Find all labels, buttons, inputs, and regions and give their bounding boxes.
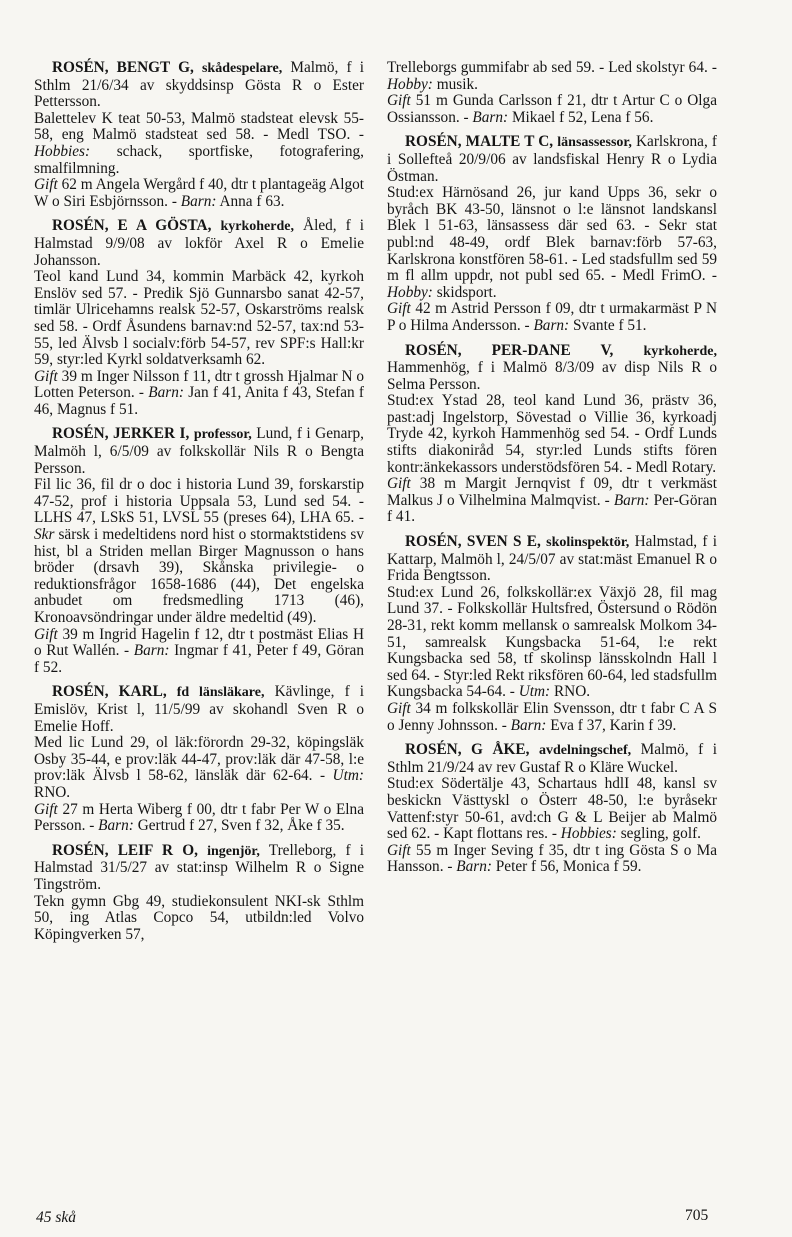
entry-malte xyxy=(387,134,717,334)
career-text: Fil lic 36, fil dr o doc i historia Lund 39, forskarstip 47-52, prof i historia Uppsala 53, Lund sed 54. - LLHS 47, LSkS 51, LVSL 55 (preses 64), LHA 65. - xyxy=(34,476,364,527)
barn-text: Per-Göran f 41. xyxy=(387,491,718,526)
gift-text: 34 m folkskollär Elin Svensson, dtr t fabr C A S o Jenny Johnsson. - xyxy=(387,699,717,734)
barn-text: Jan f 41, Anita f 43, Stefan f 46, Magnus f 51. xyxy=(34,384,365,418)
entry-per-dane xyxy=(387,343,717,527)
entry-name: ROSÉN, E A GÖSTA, xyxy=(52,217,212,235)
entry-career xyxy=(387,776,717,842)
career-text: Tekn gymn Gbg 49, studiekonsulent NKI-sk Sthlm 50, ing Atlas Copco 54, utbildn:led Volvo Köpingverken 57, xyxy=(34,892,364,943)
career-text: Balettelev K teat 50-53, Malmö stadsteat elevsk 55-58, eng Malmö stadsteat sed 58. - Medl TSO. - xyxy=(34,109,364,144)
entry-ake xyxy=(387,742,717,876)
barn-label: Barn: xyxy=(510,716,547,734)
gift-text: 27 m Herta Wiberg f 00, dtr t fabr Per W o Elna Persson. - xyxy=(34,800,364,835)
entry-family xyxy=(387,476,717,526)
career-text: Trelleborgs gummifabr ab sed 59. - Led skolstyr 64. - xyxy=(387,59,717,76)
gift-text: 51 m Gunda Carlsson f 21, dtr t Artur C o Olga Ossiansson. - xyxy=(387,92,717,126)
utm-text: RNO. xyxy=(553,683,591,701)
entry-heading xyxy=(387,134,717,185)
hobby-label: Hobbies: xyxy=(560,825,617,843)
entry-title: ingenjör, xyxy=(207,843,260,859)
entry-heading xyxy=(34,218,364,269)
entry-career xyxy=(34,111,364,177)
entry-birth: Karlskrona, f i Sollefteå 20/9/06 av landsfiskal Henry R o Lydia Östman. xyxy=(387,133,717,185)
gift-label: Gift xyxy=(34,367,58,385)
entry-career xyxy=(387,185,717,301)
entry-title: länsassessor, xyxy=(557,135,632,151)
entry-career xyxy=(387,393,717,476)
entry-title: skolinspektör, xyxy=(546,535,630,551)
entry-title: kyrkoherde, xyxy=(220,219,294,235)
hobby-text: schack, sportfiske, fotografering, smalfilmning. xyxy=(34,142,365,177)
barn-label: Barn: xyxy=(133,642,170,660)
gift-label: Gift xyxy=(34,625,58,643)
entry-heading xyxy=(34,684,364,735)
page-number: 705 xyxy=(685,1207,709,1224)
entry-name: ROSÉN, JERKER I, xyxy=(52,425,190,443)
entry-heading xyxy=(387,742,717,776)
left-column xyxy=(34,60,364,951)
career-text: Stud:ex Lund 26, folkskollär:ex Växjö 28, fil mag Lund 37. - Folkskollär Hultsfred, Östersund o Rödön 28-31, rekt komm mellansk o samrealsk Molkom 34-51, samrealsk Kungsbacka 51-64, l:e rekt Kungsbacka sed 58, tf skolinsp länsskolndn Hall l sed 64. - Styr:led Rekt riksfören 60-64, led stadsfullm Kungsbacka 54-64. - xyxy=(387,583,717,701)
gift-label: Gift xyxy=(387,841,411,859)
entry-birth: Halmstad, f i Kattarp, Malmöh l, 24/5/07 av stat:mäst Emanuel R o Frida Bengtsson. xyxy=(387,533,718,585)
gift-label: Gift xyxy=(387,699,411,717)
utm-text: RNO. xyxy=(34,783,71,801)
entry-name: ROSÉN, G ÅKE, xyxy=(405,741,530,759)
entry-career xyxy=(34,269,364,369)
utm-label: Utm: xyxy=(332,767,364,785)
entry-birth: Malmö, f i Sthlm 21/6/34 av skyddsinsp Gösta R o Ester Pettersson. xyxy=(34,59,364,111)
entry-sven xyxy=(387,534,717,734)
career-text: Stud:ex Härnösand 26, jur kand Upps 36, sekr o byråch BK 43-50, länsnot o l:e länsnot landskansl Blek l 51-63, länsassess där sed 63. - Sekr stat publ:nd 48-49, ordf Blek barnav:förb 57-63, Karlskrona konstfören 58-61. - Led stadsfullm sed 59 m fl allm uppdr, not publ sed 65. - Medl FrimO. - xyxy=(387,184,717,285)
gift-text: 42 m Astrid Persson f 09, dtr t urmakarmäst P N P o Hilma Andersson. - xyxy=(387,300,718,334)
entry-career xyxy=(34,735,364,801)
entry-family xyxy=(34,369,364,419)
entry-family xyxy=(387,301,717,334)
gift-label: Gift xyxy=(387,92,411,110)
hobby-label: Hobby: xyxy=(387,283,433,301)
entry-karl xyxy=(34,684,364,834)
entry-name: ROSÉN, KARL, xyxy=(52,683,167,701)
barn-label: Barn: xyxy=(148,384,184,402)
gift-label: Gift xyxy=(387,475,411,493)
gift-label: Gift xyxy=(34,176,58,194)
right-column xyxy=(387,60,717,884)
entry-birth: Trelleborg, f i Halmstad 31/5/27 av stat:insp Wilhelm R o Signe Tingström. xyxy=(34,841,364,893)
gift-text: 62 m Angela Wergård f 40, dtr t plantageäg Algot W o Siri Esbjörnsson. - xyxy=(34,176,364,210)
entry-name: ROSÉN, BENGT G, xyxy=(52,59,194,76)
barn-label: Barn: xyxy=(180,192,217,210)
entry-birth: Lund, f i Genarp, Malmöh l, 6/5/09 av folkskollär Nils R o Bengta Persson. xyxy=(34,425,364,477)
gift-text: 38 m Margit Jernqvist f 09, dtr t verkmäst Malkus J o Vilhelmina Malmqvist. - xyxy=(387,475,717,509)
entry-family xyxy=(34,802,364,835)
entry-heading xyxy=(387,534,717,585)
entry-title: fd länsläkare, xyxy=(176,685,265,701)
barn-label: Barn: xyxy=(613,491,650,509)
entry-title: skådespelare, xyxy=(201,61,283,76)
entry-birth: Åled, f i Halmstad 9/9/08 av lokför Axel R o Emelie Johansson. xyxy=(34,217,365,269)
entry-bengt xyxy=(34,60,364,210)
barn-text: Ingmar f 41, Peter f 49, Göran f 52. xyxy=(34,642,364,676)
hobby-text: musik. xyxy=(436,75,478,93)
entry-family xyxy=(34,177,364,210)
signature-mark: 45 skå xyxy=(36,1209,77,1226)
entry-name: ROSÉN, SVEN S E, xyxy=(405,533,541,551)
entry-heading xyxy=(34,843,364,894)
utm-label: Utm: xyxy=(518,683,551,701)
entry-career xyxy=(34,894,364,944)
skr-label: Skr xyxy=(34,526,55,544)
entry-name: ROSÉN, PER-DANE V, xyxy=(405,341,614,359)
entry-family xyxy=(387,701,717,734)
barn-text: Peter f 56, Monica f 59. xyxy=(495,858,642,876)
entry-name: ROSÉN, MALTE T C, xyxy=(405,133,554,151)
gift-label: Gift xyxy=(34,800,58,818)
hobby-text: skidsport. xyxy=(436,283,497,301)
barn-text: Eva f 37, Karin f 39. xyxy=(550,716,677,734)
entry-family xyxy=(387,93,717,126)
barn-text: Gertrud f 27, Sven f 32, Åke f 35. xyxy=(137,817,345,835)
entry-title: professor, xyxy=(193,427,252,443)
barn-text: Svante f 51. xyxy=(572,316,647,334)
entry-title: kyrkoherde, xyxy=(643,343,717,359)
gift-text: 39 m Inger Nilsson f 11, dtr t grossh Hjalmar N o Lotten Peterson. - xyxy=(34,367,365,402)
entry-heading xyxy=(34,426,364,477)
entry-birth: Kävlinge, f i Emislöv, Krist l, 11/5/99 av skohandl Sven R o Emelie Hoff. xyxy=(34,683,365,735)
barn-label: Barn: xyxy=(472,108,509,126)
hobby-label: Hobby: xyxy=(387,75,433,93)
skr-text: särsk i medeltidens nord hist o stormaktstidens sv hist, bl a Striden mellan Birger Magnusson o hans bröder (drsavh 39), Skånska privilegie- o reduktionsfrågor 1658-1686 (44), Det engelska anbudet om fredsmedling 1713 (46), Kronoavsöndringar under äldre medeltid (49). xyxy=(34,526,364,626)
career-text: Stud:ex Ystad 28, teol kand Lund 36, prästv 36, past:adj Ingelstorp, Sövestad o Villie 36, kyrkoadj Tryde 42, kyrkoh Hammenhög sed 54. - Ordf Lunds stifts diakoniråd 54, styr:led Lunds stifts fören kontr:änkekassors understödsfören 54. - Medl Rotary. xyxy=(387,392,717,476)
entry-heading xyxy=(34,60,364,111)
entry-leif-continued xyxy=(387,60,717,126)
entry-family xyxy=(387,843,717,876)
gift-text: 39 m Ingrid Hagelin f 12, dtr t postmäst Elias H o Rut Wallén. - xyxy=(34,625,364,660)
entry-birth: Hammenhög, f i Malmö 8/3/09 av disp Nils R o Selma Persson. xyxy=(387,359,717,393)
barn-label: Barn: xyxy=(98,817,134,835)
barn-label: Barn: xyxy=(456,858,492,876)
barn-text: Mikael f 52, Lena f 56. xyxy=(511,108,654,126)
gift-text: 55 m Inger Seving f 35, dtr t ing Gösta S o Ma Hansson. - xyxy=(387,841,717,876)
entry-career xyxy=(387,60,717,93)
entry-leif xyxy=(34,843,364,944)
hobby-label: Hobbies: xyxy=(34,142,91,160)
career-text: Med lic Lund 29, ol läk:förordn 29-32, köpingsläk Osby 35-44, e prov:läk 44-47, prov:läk där 47-58, l:e prov:läk Älvsb l 58-62, länsläk där 62-64. - xyxy=(34,734,364,785)
entry-career xyxy=(34,477,364,626)
career-text: Teol kand Lund 34, kommin Marbäck 42, kyrkoh Enslöv sed 57. - Predik Sjö Gunnarsbo sanat 42-57, timlär Ulricehamns realsk 52-57, Oskarströms realsk sed 58. - Ordf Åsundens barnav:nd 52-57, tax:nd 53-55, led Älvsb l socialv:förb 54-57, rev SPF:s Hall:kr 59, styr:led Kyrkl soldatverksamh 62. xyxy=(34,268,364,369)
gift-label: Gift xyxy=(387,300,411,318)
entry-title: avdelningschef, xyxy=(538,743,632,759)
entry-birth: Malmö, f i Sthlm 21/9/24 av rev Gustaf R o Kläre Wuckel. xyxy=(387,741,718,776)
career-text: Stud:ex Södertälje 43, Schartaus hdlI 48, kansl sv beskickn Västtyskl o Österr 48-50, l:e byråsekr Vattenf:styr 50-61, avd:ch G & L Beijer ab Malmö sed 62. - Kapt flottans res. - xyxy=(387,775,717,843)
entry-heading xyxy=(387,343,717,394)
entry-jerker xyxy=(34,426,364,676)
entry-career xyxy=(387,585,717,701)
barn-label: Barn: xyxy=(533,316,570,334)
entry-gosta xyxy=(34,218,364,418)
entry-family xyxy=(34,627,364,677)
entry-name: ROSÉN, LEIF R O, xyxy=(52,841,198,859)
hobby-text: segling, golf. xyxy=(620,825,701,843)
barn-text: Anna f 63. xyxy=(219,192,285,210)
